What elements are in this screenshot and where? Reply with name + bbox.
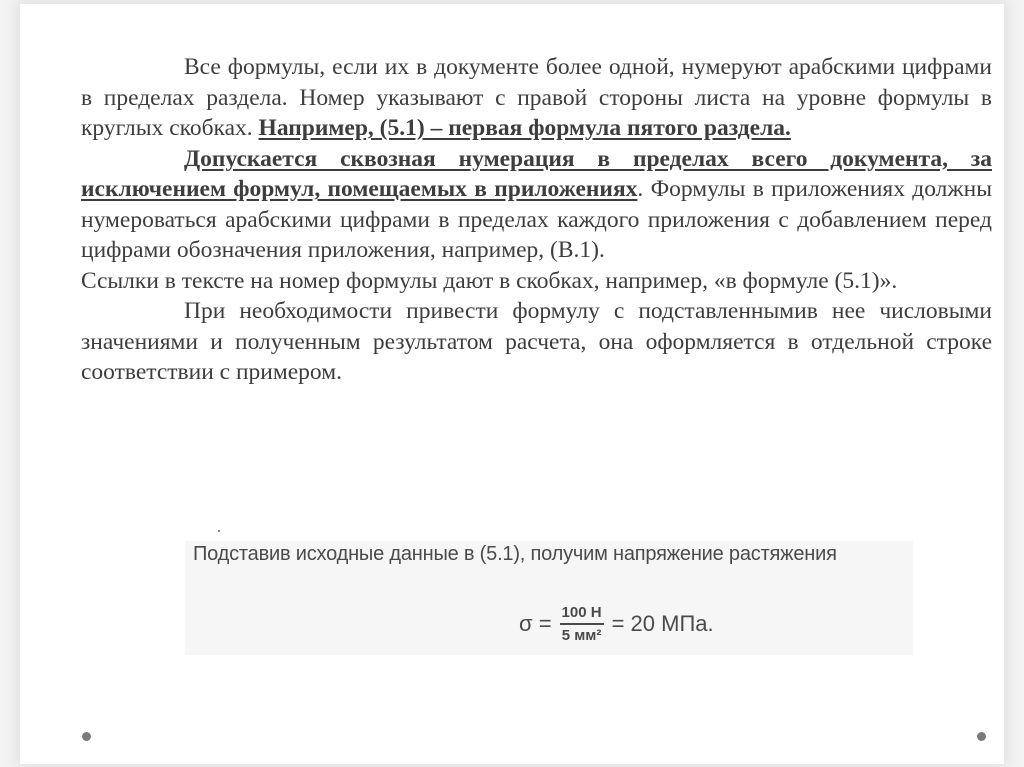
formula-lhs: σ = [519,611,552,636]
paragraph-4-text: При необходимости привести формулу с подставленнымив нее числовыми значениями и полученным результатом расчета, она оформляется в отдельной строке соответствии с примером. [81,298,992,385]
paragraph-3-text: Ссылки в тексте на номер формулы дают в скобках, например, «в формуле (5.1)». [81,267,898,294]
paragraph-3 [81,266,992,297]
paragraph-1-example: Например, (5.1) – первая формула пятого раздела. [258,115,791,141]
paragraph-1 [81,52,992,144]
decorative-dot-left [82,732,91,741]
formula-denominator: 5 мм² [561,627,602,644]
example-caption: Подставив исходные данные в (5.1), получим напряжение растяжения [193,543,837,565]
paragraph-4 [81,296,992,388]
paragraph-2-emphasis: Допускается сквозная нумерация в пределах всего документа, за исключением формул, помещаемых в приложениях [81,145,992,202]
decorative-dot-right [977,732,986,741]
formula-example [185,541,913,655]
paragraph-1-text: Все формулы, если их в документе более одной, нумеруют арабскими цифрами в пределах раздела. Номер указывают с правой стороны листа на уровне формулы в круглых скобках. [81,54,992,141]
formula [519,597,714,651]
stray-mark: · [216,521,222,541]
slide [20,4,1004,764]
formula-numerator: 100 Н [560,604,604,625]
paragraph-2 [81,144,992,266]
paragraph-2-text: . Формулы в приложениях должны нумероваться арабскими цифрами в пределах каждого приложения с добавлением перед цифрами обозначения приложения, например, (В.1). [81,176,992,263]
formula-rhs: = 20 МПа. [611,611,714,636]
formula-fraction [560,604,604,644]
body-text [81,52,992,388]
